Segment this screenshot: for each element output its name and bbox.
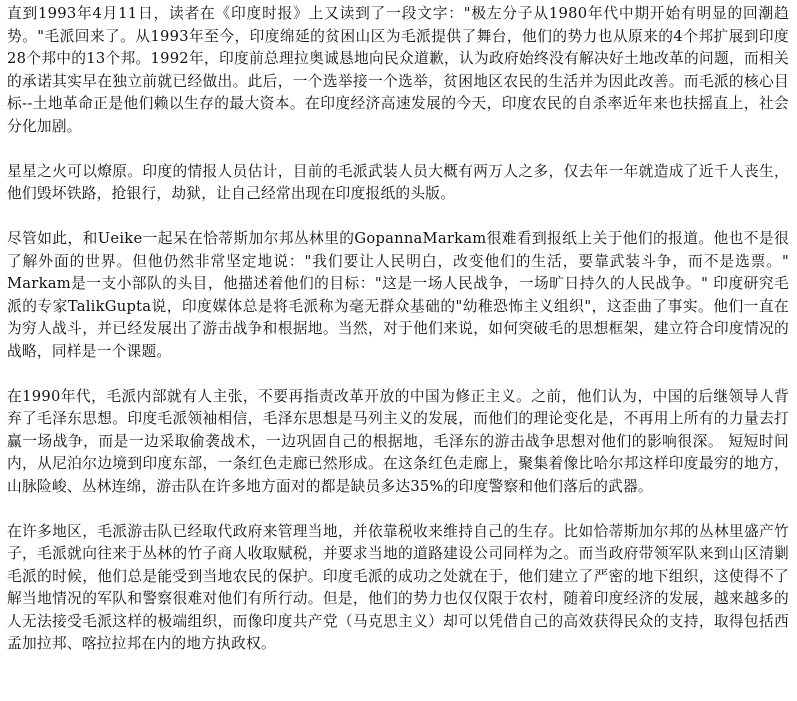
paragraph-5: 在许多地区，毛派游击队已经取代政府来管理当地，并依靠税收来维持自己的生存。比如恰蒂斯加尔邦的丛林里盛产竹子，毛派就向往来于丛林的竹子商人收取赋税，并要求当地的道路建设公司同样为之。而当政府带领军队来到山区清剿毛派的时候，他们总是能受到当地农民的保护。印度毛派的成功之处就在于，他们建立了严密的地下组织，这使得不了解当地情况的军队和警察很难对他们有所行动。但是，他们的势力也仅仅限于农村，随着印度经济的发展，越来越多的人无法接受毛派这样的极端组织，而像印度共产党（马克思主义）却可以凭借自己的高效获得民众的支持，取得包括西孟加拉邦、喀拉拉邦在内的地方执政权。 bbox=[7, 522, 789, 652]
paragraph-4: 在1990年代，毛派内部就有人主张，不要再指责改革开放的中国为修正主义。之前，他们认为，中国的后继领导人背弃了毛泽东思想。印度毛派领袖相信，毛泽东思想是马列主义的发展，而他们的理论变化是，不再用上所有的力量去打赢一场战争，而是一边采取偷袭战术，一边巩固自己的根据地，毛泽东的游击战争思想对他们的影响很深。 短短时间内，从尼泊尔边境到印度东部，一条红色走廊已然形成。在这条红色走廊上，聚集着像比哈尔邦这样印度最穷的地方，山脉险峻、丛林连绵，游击队在许多地方面对的都是缺员多达35%的印度警察和他们落后的武器。 bbox=[7, 387, 789, 495]
paragraph-2: 星星之火可以燎原。印度的情报人员估计，目前的毛派武装人员大概有两万人之多，仅去年一年就造成了近千人丧生，他们毁坏铁路，抢银行，劫狱，让自己经常出现在印度报纸的头版。 bbox=[7, 162, 789, 202]
paragraph-1: 直到1993年4月11日，读者在《印度时报》上又读到了一段文字："极左分子从1980年代中期开始有明显的回潮趋势。"毛派回来了。从1993年至今，印度绵延的贫困山区为毛派提供了舞台，他们的势力也从原来的4个邦扩展到印度28个邦中的13个邦。1992年，印度前总理拉奥诚恳地向民众道歉，认为政府始终没有解决好土地改革的问题，而相关的承诺其实早在独立前就已经做出。此后，一个选举接一个选举，贫困地区农民的生活并为因此改善。而毛派的核心目标--土地革命正是他们赖以生存的最大资本。在印度经济高速发展的今天，印度农民的自杀率近年来也扶摇直上，社会分化加剧。 bbox=[7, 5, 789, 135]
paragraph-3: 尽管如此，和Ueike一起呆在恰蒂斯加尔邦丛林里的GopannaMarkam很难看到报纸上关于他们的报道。他也不是很了解外面的世界。但他仍然非常坚定地说："我们要让人民明白，改变他们的生活，要靠武装斗争，而不是选票。" Markam是一支小部队的头目，他描述着他们的目标："这是一场人民战争，一场旷日持久的人民战争。" 印度研究毛派的专家TalikGupta说，印度媒体总是将毛派称为毫无群众基础的"幼稚恐怖主义组织"，这歪曲了事实。他们一直在为穷人战斗，并已经发展出了游击战争和根据地。当然，对于他们来说，如何突破毛的思想框架，建立符合印度情况的战略，同样是一个课题。 bbox=[7, 230, 789, 360]
article-body bbox=[7, 3, 789, 656]
